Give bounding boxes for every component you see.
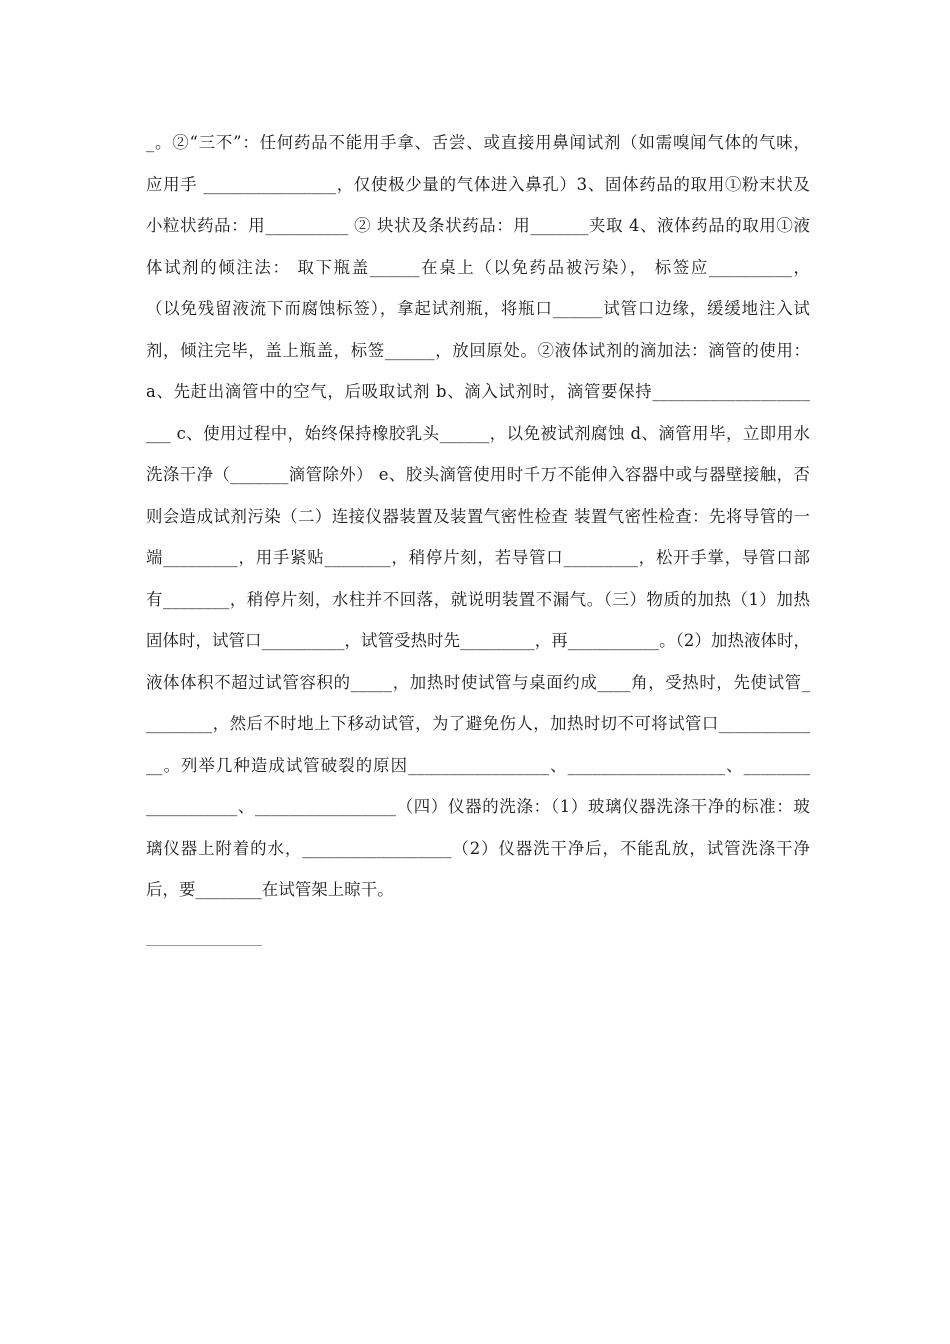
text-line-15: ________，然后不时地上下移动试管，为了避免伤人，加热时切不可将试管口___________ — [146, 714, 810, 733]
footnote-divider — [146, 945, 262, 946]
text-line-8: ___ c、使用过程中，始终保持橡胶乳头______，以免被试剂腐蚀 d、滴管用毕，立即用水 — [146, 423, 810, 443]
text-line-2: 应用手 ________________，仅使极少量的气体进入鼻孔）3、固体药品的取用①粉末状及 — [146, 174, 810, 194]
text-line-1: _。②“三不”：任何药品不能用手拿、舌尝、或直接用鼻闻试剂（如需嗅闻气体的气味， — [146, 133, 810, 152]
text-line-9: 洗涤干净（_______滴管除外） e、胶头滴管使用时千万不能伸入容器中或与器壁接触，否 — [146, 465, 810, 484]
body-text — [146, 122, 810, 911]
text-line-13: 固体时，试管口__________，试管受热时先_________，再___________。（2）加热液体时， — [146, 631, 810, 650]
text-line-17: ___________、_________________（四）仪器的洗涤：（1）玻璃仪器洗涤干净的标准：玻 — [146, 797, 810, 816]
text-line-6: 剂，倾注完毕，盖上瓶盖，标签______，放回原处。②液体试剂的滴加法：滴管的使用： — [146, 340, 810, 360]
text-line-14: 液体体积不超过试管容积的_____，加热时使试管与桌面约成____角，受热时，先使试管_ — [146, 672, 810, 692]
text-line-11: 端_________，用手紧贴________，稍停片刻，若导管口_________，松开手掌，导管口部 — [146, 548, 810, 567]
text-line-4: 体试剂的倾注法： 取下瓶盖______在桌上（以免药品被污染）， 标签应__________， — [146, 257, 810, 277]
text-line-5: （以免残留液流下而腐蚀标签），拿起试剂瓶，将瓶口______试管口边缘，缓缓地注入试 — [146, 299, 810, 318]
text-line-10: 则会造成试剂污染（二）连接仪器装置及装置气密性检查 装置气密性检查：先将导管的一 — [146, 506, 810, 526]
text-line-7: a、先赶出滴管中的空气，后吸取试剂 b、滴入试剂时，滴管要保持___________________ — [146, 382, 810, 401]
text-line-18: 璃仪器上附着的水，__________________（2）仪器洗干净后，不能乱放，试管洗涤干净 — [146, 838, 810, 858]
text-line-3: 小粒状药品：用__________ ② 块状及条状药品：用_______夹取 4、液体药品的取用①液 — [146, 216, 810, 235]
text-line-16: __。列举几种造成试管破裂的原因_________________、___________________、________ — [146, 755, 810, 775]
text-line-12: 有________，稍停片刻，水柱并不回落，就说明装置不漏气。（三）物质的加热（1）加热 — [146, 589, 810, 609]
text-line-19: 后，要________在试管架上晾干。 — [146, 880, 394, 899]
